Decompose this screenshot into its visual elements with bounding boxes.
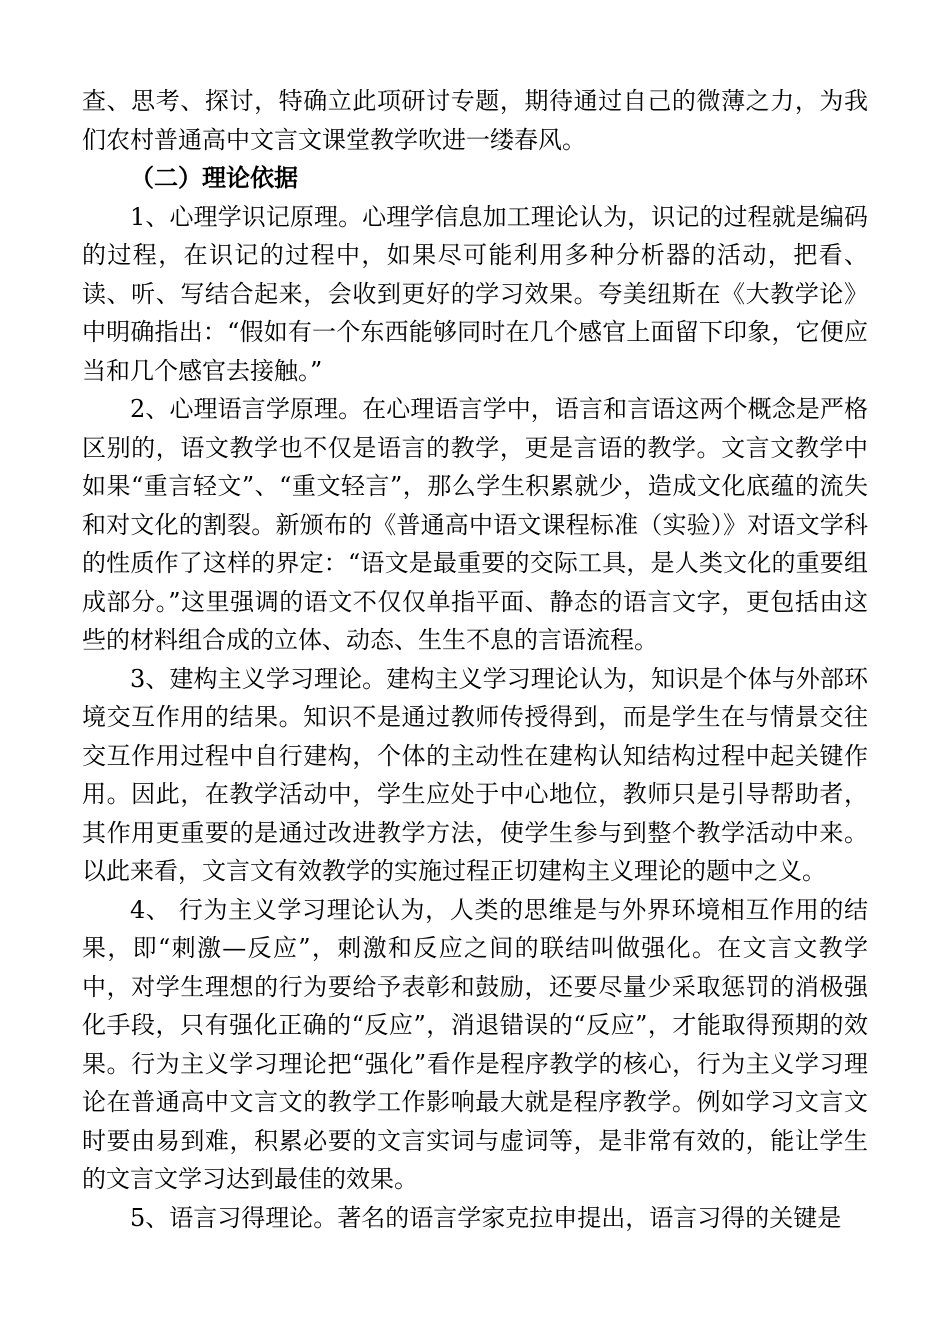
paragraph-constructivism: 3、建构主义学习理论。建构主义学习理论认为，知识是个体与外部环境交互作用的结果。知识不是通过教师传授得到，而是学生在与情景交往交互作用过程中自行建构，个体的主动性在建构认知结构过程中起关键作用。因此，在教学活动中，学生应处于中心地位，教师只是引导帮助者，其作用更重要的是通过改进教学方法，使学生参与到整个教学活动中来。以此来看，文言文有效教学的实施过程正切建构主义理论的题中之义。 <box>82 664 868 885</box>
paragraph-behaviorism: 4、 行为主义学习理论认为，人类的思维是与外界环境相互作用的结果，即“刺激—反应”，刺激和反应之间的联结叫做强化。在文言文教学中，对学生理想的行为要给予表彰和鼓励，还要尽量少采取惩罚的消极强化手段，只有强化正确的“反应”，消退错误的“反应”，才能取得预期的效果。行为主义学习理论把“强化”看作是程序教学的核心，行为主义学习理论在普通高中文言文的教学工作影响最大就是程序教学。例如学习文言文时要由易到难，积累必要的文言实词与虚词等，是非常有效的，能让学生的文言文学习达到最佳的效果。 <box>82 895 868 1193</box>
paragraph-intro-continuation: 查、思考、探讨，特确立此项研讨专题，期待通过自己的微薄之力，为我们农村普通高中文言文课堂教学吹进一缕春风。 <box>82 87 868 154</box>
paragraph-psycholinguistics: 2、心理语言学原理。在心理语言学中，语言和言语这两个概念是严格区别的，语文教学也不仅是语言的教学，更是言语的教学。文言文教学中如果“重言轻文”、“重文轻言”，那么学生积累就少，造成文化底蕴的流失和对文化的割裂。新颁布的《普通高中语文课程标准（实验）》对语文学科的性质作了这样的界定：“语文是最重要的交际工具，是人类文化的重要组成部分。”这里强调的语文不仅仅单指平面、静态的语言文字，更包括由这些的材料组合成的立体、动态、生生不息的言语流程。 <box>82 395 868 654</box>
paragraph-memory-principle: 1、心理学识记原理。心理学信息加工理论认为，识记的过程就是编码的过程，在识记的过程中，如果尽可能利用多种分析器的活动，把看、读、听、写结合起来，会收到更好的学习效果。夸美纽斯在《大教学论》中明确指出：“假如有一个东西能够同时在几个感官上面留下印象，它便应当和几个感官去接触。” <box>82 202 868 385</box>
paragraph-language-acquisition: 5、语言习得理论。著名的语言学家克拉申提出，语言习得的关键是 <box>130 1203 842 1232</box>
document-page <box>82 82 868 1237</box>
section-heading-theory-basis: （二）理论依据 <box>130 163 298 192</box>
